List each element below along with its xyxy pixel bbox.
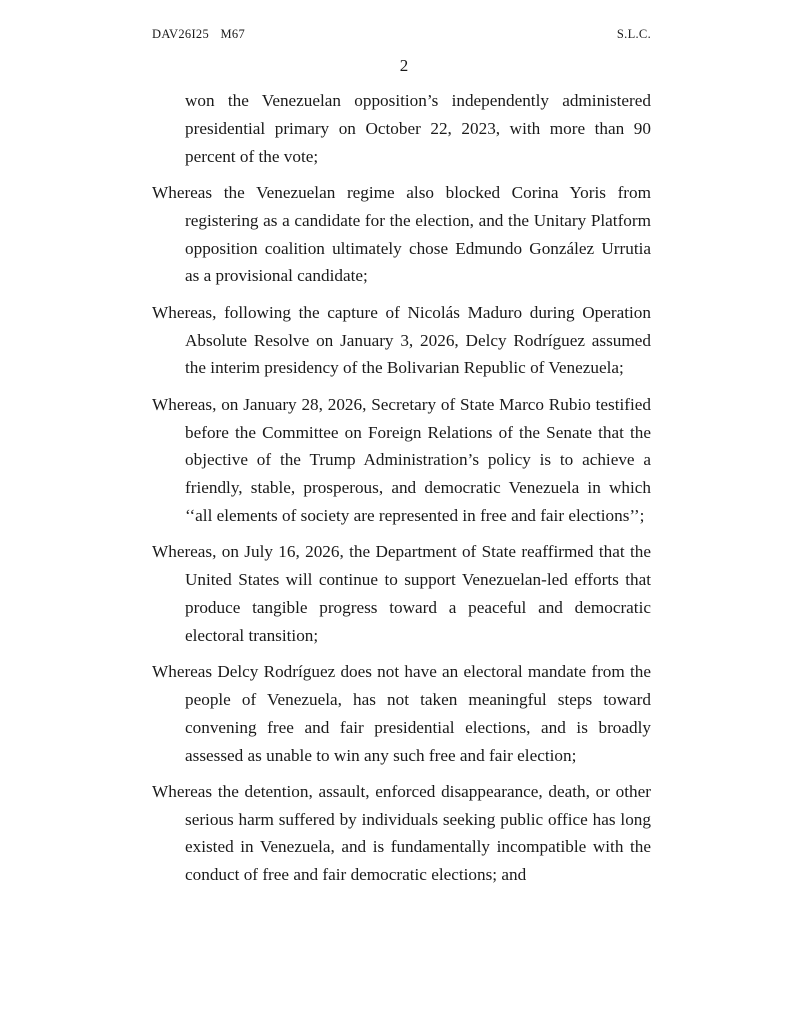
whereas-clause: Whereas Delcy Rodríguez does not have an electoral mandate from the people of Venezuela, has not taken meaningful steps toward convening free and fair presidential elections, and is broadly assessed as unable to win any such free and fair election; — [152, 662, 651, 765]
bill-code: DAV26I25 — [152, 27, 210, 41]
resolution-body — [152, 87, 651, 898]
whereas-clause: Whereas, on July 16, 2026, the Department of State reaffirmed that the United States will continue to support Venezuelan-led efforts that produce tangible progress toward a peaceful and democratic electoral transition; — [152, 542, 651, 645]
bill-suffix: M67 — [220, 27, 245, 41]
whereas-clause: Whereas, following the capture of Nicolás Maduro during Operation Absolute Resolve on January 3, 2026, Delcy Rodríguez assumed the interim presidency of the Bolivarian Republic of Venezuela; — [152, 302, 651, 378]
whereas-clause: Whereas, on January 28, 2026, Secretary of State Marco Rubio testified before the Committee on Foreign Relations of the Senate that the objective of the Trump Administration’s policy is to achieve a friendly, stable, prosperous, and democratic Venezuela in which ‘‘all elements of society are represented in free and fair elections’’; — [152, 394, 651, 525]
whereas-clause: Whereas the Venezuelan regime also blocked Corina Yoris from registering as a candidate for the election, and the Unitary Platform opposition coalition ultimately chose Edmundo González Urrutia as a provisional candidate; — [152, 182, 651, 286]
continuation-paragraph: won the Venezuelan opposition’s independently administered presidential primary on October 22, 2023, with more than 90 percent of the vote; — [185, 91, 651, 166]
page-number: 2 — [399, 56, 409, 75]
document-header-left — [152, 27, 245, 42]
office-code: S.L.C. — [616, 27, 651, 41]
whereas-clause: Whereas the detention, assault, enforced disappearance, death, or other serious harm suffered by individuals seeking public office has long existed in Venezuela, and is fundamentally incompatible with the conduct of free and fair democratic elections; and — [152, 781, 651, 885]
